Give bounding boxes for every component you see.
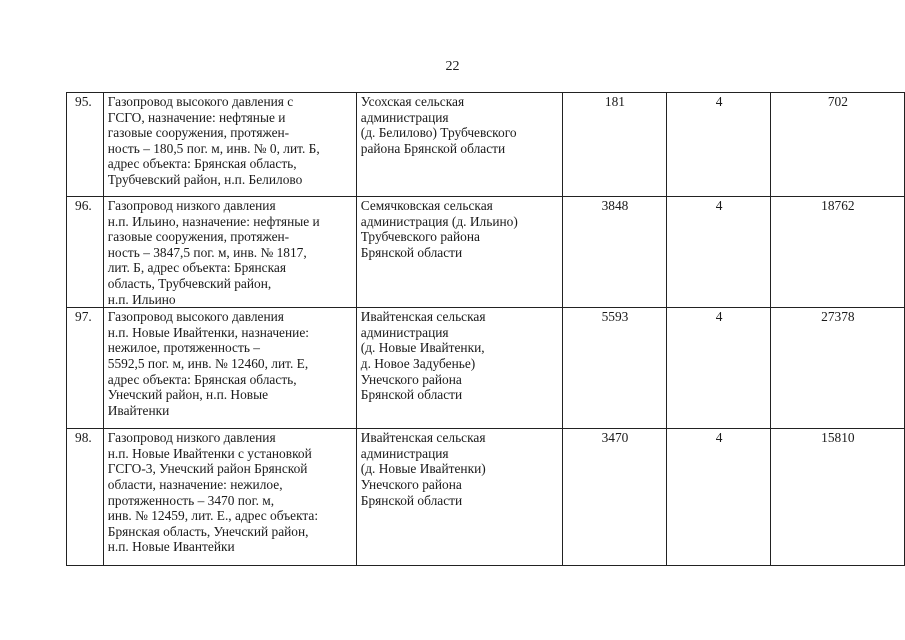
recipient-line: д. Новое Задубенье) [360,355,476,371]
object-description-line: ГСГО-3, Унечский район Брянской [107,461,308,477]
object-description-cell [103,429,356,566]
object-description-line: адрес объекта: Брянская область, [107,371,297,387]
object-description-line: Унечский район, н.п. Новые [107,387,269,403]
object-description-line: 5592,5 пог. м, инв. № 12460, лит. Е, [107,355,309,371]
object-description-line: Трубчевский район, н.п. Белилово [107,171,303,187]
object-description-line: ность – 180,5 пог. м, инв. № 0, лит. Б, [107,140,320,156]
recipient-line: администрация [360,445,449,461]
count-cell: 4 [667,93,770,197]
recipient-line: района Брянской области [360,140,506,156]
object-description-line: Газопровод низкого давления [107,198,276,213]
property-table [66,92,905,566]
object-description-line: Брянская область, Унечский район, [107,523,309,539]
value-cell: 15810 [770,429,904,566]
value-cell: 18762 [770,197,904,308]
recipient-line: Брянской области [360,387,463,403]
recipient-line: Семячковская сельская [360,198,493,213]
object-description-cell [103,197,356,308]
recipient-line: администрация [360,324,449,340]
count-cell: 4 [667,197,770,308]
recipient-cell [356,429,562,566]
recipient-line: (д. Новые Ивайтенки, [360,340,485,356]
object-description-line: области, назначение: нежилое, [107,476,283,492]
recipient-line: Ивайтенская сельская [360,430,486,446]
row-number-cell: 98. [67,429,104,566]
page-number: 22 [445,59,460,74]
object-description-line: газовые сооружения, протяжен- [107,125,290,141]
row-number-cell: 97. [67,308,104,429]
table-row [67,429,905,566]
object-description-line: инв. № 12459, лит. Е., адрес объекта: [107,508,319,524]
recipient-line: Унечского района [360,371,462,387]
object-description-line: нежилое, протяженность – [107,340,260,356]
length-cell: 3470 [562,429,667,566]
object-description-line: н.п. Ильино, назначение: нефтяные и [107,213,320,229]
object-description-line: газовые сооружения, протяжен- [107,229,290,245]
object-description-cell [103,93,356,197]
value-cell: 702 [770,93,904,197]
row-number-cell: 95. [67,93,104,197]
object-description-line: Газопровод высокого давления [107,309,284,325]
object-description-line: протяженность – 3470 пог. м, [107,492,275,508]
recipient-line: Унечского района [360,476,462,492]
object-description-line: н.п. Новые Ивайтенки с установкой [107,445,312,461]
object-description-line: адрес объекта: Брянская область, [107,156,297,172]
value-cell: 27378 [770,308,904,429]
recipient-cell [356,93,562,197]
count-cell: 4 [667,308,770,429]
object-description-line: н.п. Новые Ивантейки [107,539,235,555]
table-row [67,93,905,197]
recipient-line: (д. Новые Ивайтенки) [360,461,486,477]
recipient-cell [356,308,562,429]
object-description-line: Газопровод низкого давления [107,430,276,446]
table-row [67,197,905,308]
recipient-line: администрация (д. Ильино) [360,213,518,229]
row-number-cell: 96. [67,197,104,308]
object-description-cell [103,308,356,429]
object-description-line: ность – 3847,5 пог. м, инв. № 1817, [107,244,307,260]
recipient-line: администрация [360,109,449,125]
recipient-line: Ивайтенская сельская [360,309,486,325]
recipient-line: Усохская сельская [360,94,465,109]
table-row [67,308,905,429]
length-cell: 3848 [562,197,667,308]
object-description-line: Газопровод высокого давления с [107,94,294,109]
object-description-line: ГСГО, назначение: нефтяные и [107,109,286,125]
length-cell: 181 [562,93,667,197]
object-description-line: лит. Б, адрес объекта: Брянская [107,260,286,276]
recipient-line: (д. Белилово) Трубчевского [360,125,517,141]
recipient-line: Трубчевского района [360,229,480,245]
object-description-line: область, Трубчевский район, [107,275,272,291]
object-description-line: н.п. Новые Ивайтенки, назначение: [107,324,310,340]
recipient-cell [356,197,562,308]
recipient-line: Брянской области [360,492,463,508]
count-cell: 4 [667,429,770,566]
object-description-line: Ивайтенки [107,402,170,418]
object-description-line: н.п. Ильино [107,291,176,307]
length-cell: 5593 [562,308,667,429]
recipient-line: Брянской области [360,244,463,260]
